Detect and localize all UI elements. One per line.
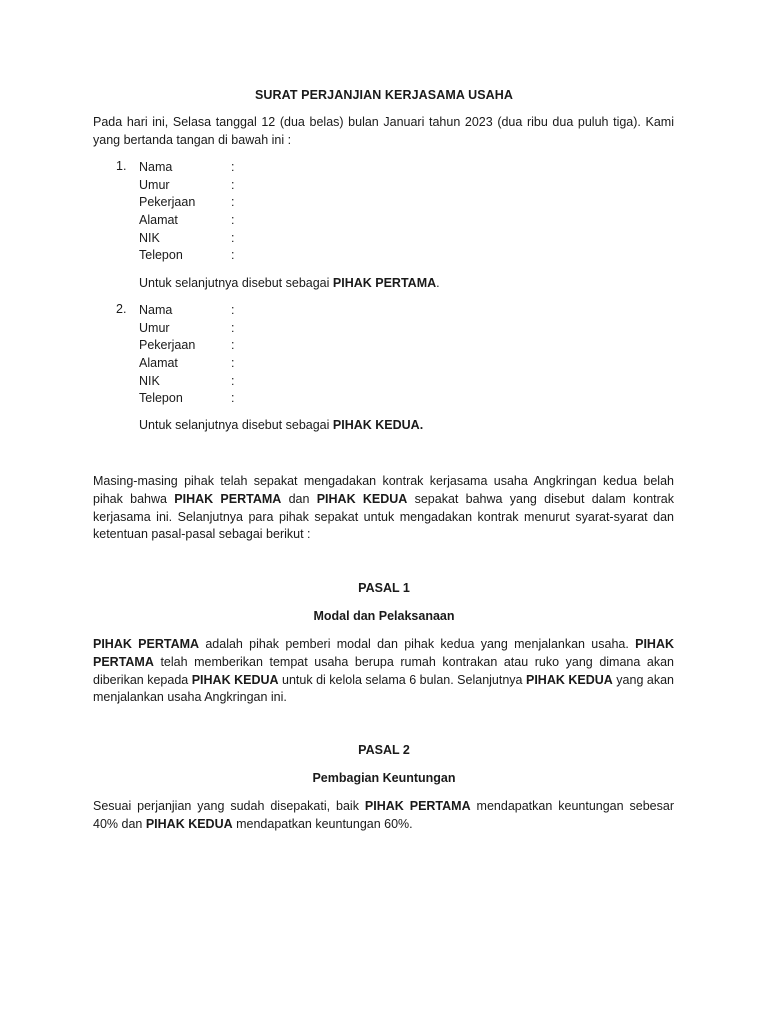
bold-term: PIHAK PERTAMA xyxy=(93,637,675,669)
party-2-field-nik xyxy=(139,373,339,390)
party-1-field-alamat xyxy=(139,212,339,229)
field-label: Umur xyxy=(139,321,170,335)
note-text: Untuk selanjutnya disebut sebagai xyxy=(139,276,333,290)
bold-term: PIHAK KEDUA xyxy=(525,672,613,687)
party-2-designation: PIHAK KEDUA. xyxy=(332,418,424,432)
party-2-field-alamat xyxy=(139,355,339,372)
party-1-field-nama xyxy=(139,159,339,176)
field-colon: : xyxy=(231,213,235,227)
field-label: Pekerjaan xyxy=(139,338,196,352)
pasal-2-heading: PASAL 2 xyxy=(358,743,410,757)
intro-paragraph: Pada hari ini, Selasa tanggal 12 (dua belas) bulan Januari tahun 2023 (dua ribu dua puluh tiga). Kami yang bertanda tangan di bawah ini : xyxy=(93,115,674,147)
field-label: Alamat xyxy=(139,356,178,370)
bold-term: PIHAK PERTAMA xyxy=(174,491,282,506)
field-colon: : xyxy=(231,303,235,317)
text-run: adalah pihak pemberi modal dan pihak kedua yang menjalankan usaha. xyxy=(199,637,636,651)
party-2-number: 2. xyxy=(116,302,127,316)
party-1-field-pekerjaan xyxy=(139,194,339,211)
text-run: mendapatkan keuntungan sebesar 40% dan xyxy=(93,799,674,831)
field-label: Pekerjaan xyxy=(139,195,196,209)
field-label: Nama xyxy=(139,303,173,317)
party-1-field-telepon xyxy=(139,247,339,264)
bold-term: PIHAK PERTAMA xyxy=(364,799,471,813)
party-1-note xyxy=(139,276,440,290)
party-1-number: 1. xyxy=(116,159,127,173)
field-colon: : xyxy=(231,248,235,262)
field-label: NIK xyxy=(139,374,160,388)
party-2-field-pekerjaan xyxy=(139,337,339,354)
bold-term: PIHAK PERTAMA xyxy=(93,637,200,651)
text-run: untuk di kelola selama 6 bulan. Selanjutnya xyxy=(278,672,526,687)
field-colon: : xyxy=(231,231,235,245)
field-label: Telepon xyxy=(139,391,183,405)
field-colon: : xyxy=(231,321,235,335)
text-run: Masing-masing pihak telah sepakat mengadakan kontrak kerjasama usaha Angkringan kedua belah pihak bahwa xyxy=(93,474,674,506)
party-2-note xyxy=(139,418,423,432)
field-colon: : xyxy=(231,195,235,209)
bold-term: PIHAK KEDUA xyxy=(316,491,408,506)
field-label: Alamat xyxy=(139,213,178,227)
text-run: yang akan menjalankan usaha Angkringan ini. xyxy=(93,672,674,705)
field-colon: : xyxy=(231,391,235,405)
party-2-field-nama xyxy=(139,302,339,319)
field-colon: : xyxy=(231,338,235,352)
field-colon: : xyxy=(231,160,235,174)
party-1-designation: PIHAK PERTAMA xyxy=(332,276,437,290)
party-2-field-umur xyxy=(139,320,339,337)
text-run: telah memberikan tempat usaha berupa rumah kontrakan atau ruko yang dimana akan diberikan kepada xyxy=(93,654,674,687)
field-colon: : xyxy=(231,374,235,388)
party-1-field-umur xyxy=(139,177,339,194)
field-colon: : xyxy=(231,356,235,370)
party-2-field-telepon xyxy=(139,390,339,407)
bold-term: PIHAK KEDUA xyxy=(145,816,233,831)
bold-term: PIHAK KEDUA xyxy=(191,672,279,687)
pasal-2-subheading: Pembagian Keuntungan xyxy=(312,771,456,785)
pasal-1-body xyxy=(93,636,674,707)
field-colon: : xyxy=(231,178,235,192)
field-label: NIK xyxy=(139,231,160,245)
field-label: Telepon xyxy=(139,248,183,262)
note-text: Untuk selanjutnya disebut sebagai xyxy=(139,418,333,432)
document-title: SURAT PERJANJIAN KERJASAMA USAHA xyxy=(254,88,514,102)
pasal-2-body xyxy=(93,798,674,834)
text-run: Sesuai perjanjian yang sudah disepakati, baik xyxy=(93,799,365,813)
field-label: Nama xyxy=(139,160,173,174)
text-run: sepakat bahwa yang disebut dalam kontrak kerjasama ini. Selanjutnya para pihak sepakat untuk mengadakan kontrak menurut syarat-syarat dan ketentuan pasal-pasal sebagai berikut : xyxy=(93,491,675,542)
pasal-1-subheading: Modal dan Pelaksanaan xyxy=(313,609,455,623)
text-run: mendapatkan keuntungan 60%. xyxy=(232,816,413,831)
note-suffix: . xyxy=(436,276,440,290)
field-label: Umur xyxy=(139,178,170,192)
agreement-paragraph xyxy=(93,473,674,544)
party-1-field-nik xyxy=(139,230,339,247)
pasal-1-heading: PASAL 1 xyxy=(358,581,410,595)
text-run: dan xyxy=(281,491,317,506)
